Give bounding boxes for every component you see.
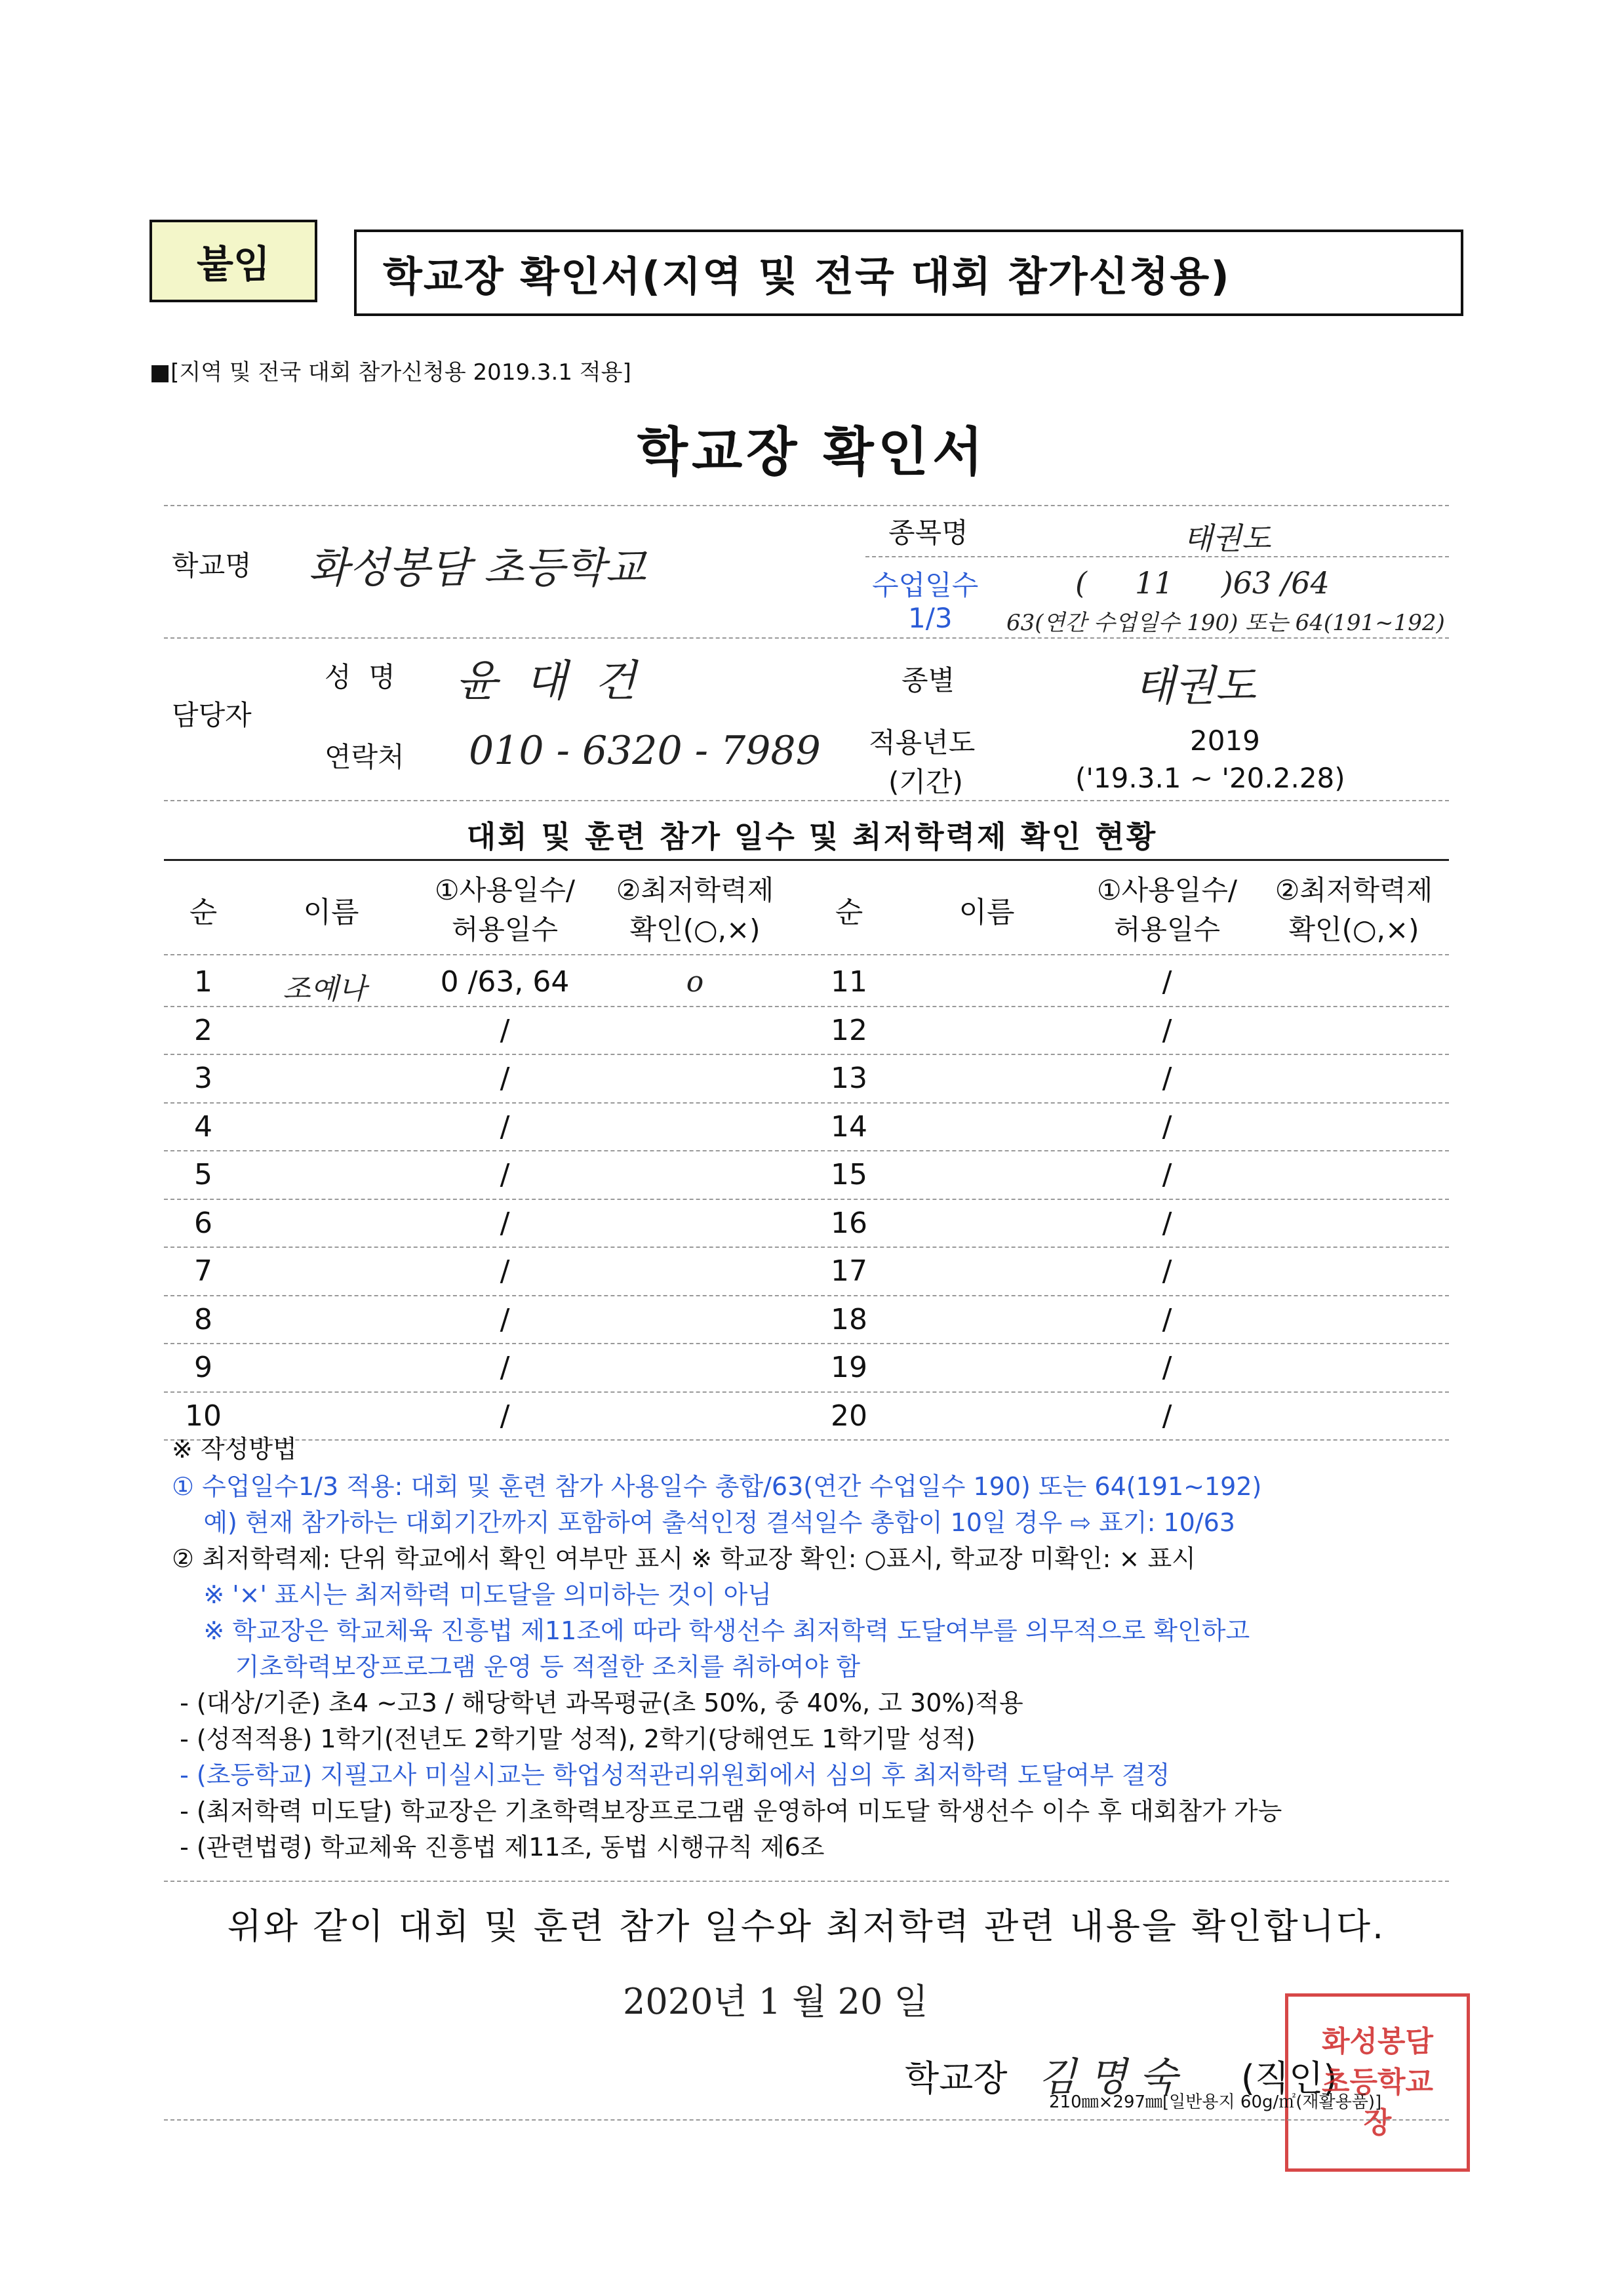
declaration: 위와 같이 대회 및 훈련 참가 일수와 최저학력 관련 내용을 확인합니다. bbox=[227, 1906, 1386, 1947]
row-divider bbox=[164, 1295, 1449, 1296]
stamp-text: 화성봉담초등학교장 bbox=[1321, 2025, 1433, 2140]
phone-value: 010 - 6320 - 7989 bbox=[469, 728, 821, 774]
divider bbox=[164, 505, 1449, 506]
attachment-badge: 붙임 bbox=[149, 220, 317, 302]
row-divider bbox=[164, 1006, 1449, 1007]
type-label: 종별 bbox=[901, 664, 955, 696]
cell-no: 20 bbox=[831, 1399, 867, 1433]
cell-no: 2 bbox=[194, 1013, 212, 1047]
cell-no: 16 bbox=[831, 1206, 867, 1240]
year-label: 적용년도 bbox=[869, 727, 976, 759]
seal-label: (직인) bbox=[1240, 2058, 1337, 2099]
row-divider bbox=[164, 1343, 1449, 1344]
cell-no: 4 bbox=[194, 1109, 212, 1144]
cell-days: / bbox=[1162, 1399, 1172, 1433]
cell-days: / bbox=[1162, 1351, 1172, 1384]
official-seal-stamp bbox=[1285, 1993, 1470, 2172]
cell-no: 1 bbox=[194, 965, 212, 999]
document-title: 학교장 확인서 bbox=[637, 422, 987, 483]
instruction-line: ② 최저학력제: 단위 학교에서 확인 여부만 표시 ※ 학교장 확인: ○표시, 학교장 미확인: × 표시 bbox=[172, 1544, 1196, 1573]
cell-no: 15 bbox=[831, 1158, 867, 1191]
event-value: 태권도 bbox=[1183, 521, 1271, 556]
instruction-line: ① 수업일수1/3 적용: 대회 및 훈련 참가 사용일수 총합/63(연간 수업일수 190) 또는 64(191~192) bbox=[172, 1472, 1262, 1501]
instruction-line: - (최저학력 미도달) 학교장은 기초학력보장프로그램 운영하여 미도달 학생선수 이수 후 대회참가 가능 bbox=[172, 1797, 1282, 1826]
year-value: 2019 bbox=[1190, 725, 1260, 757]
row-divider bbox=[164, 1199, 1449, 1200]
cell-days: / bbox=[500, 1109, 510, 1144]
cell-no: 17 bbox=[831, 1254, 867, 1288]
cell-days: / bbox=[1162, 965, 1172, 999]
instructions-heading: ※ 작성방법 bbox=[172, 1435, 297, 1464]
cell-days: / bbox=[1162, 1158, 1172, 1191]
period-label: (기간) bbox=[888, 766, 963, 798]
divider bbox=[164, 1881, 1449, 1882]
form-title-box bbox=[354, 230, 1463, 316]
cell-days: / bbox=[500, 1062, 510, 1095]
cell-no: 5 bbox=[194, 1158, 212, 1191]
cell-no: 6 bbox=[194, 1206, 212, 1240]
phone-label: 연락처 bbox=[325, 741, 405, 773]
row-divider bbox=[164, 1150, 1449, 1151]
cell-days: / bbox=[500, 1206, 510, 1240]
divider bbox=[164, 954, 1449, 955]
cell-days: / bbox=[1162, 1062, 1172, 1095]
name-value: 윤 대 건 bbox=[456, 656, 637, 706]
row-divider bbox=[164, 1054, 1449, 1055]
event-label: 종목명 bbox=[888, 517, 968, 549]
cell-no: 14 bbox=[831, 1109, 867, 1144]
form-title: 학교장 확인서(지역 및 전국 대회 참가신청용) bbox=[383, 252, 1231, 300]
cell-days: / bbox=[500, 1254, 510, 1288]
header-check-1: ②최저학력제 bbox=[616, 874, 774, 906]
days-fraction: 1/3 bbox=[908, 602, 953, 634]
header-days-1: ①사용일수/ bbox=[434, 874, 576, 906]
cell-no: 8 bbox=[194, 1302, 212, 1336]
header-name: 이름 bbox=[959, 896, 1015, 929]
cell-no: 3 bbox=[194, 1062, 212, 1095]
cell-days: / bbox=[1162, 1302, 1172, 1336]
days-label: 수업일수 bbox=[872, 569, 979, 601]
cell-name: 조예나 bbox=[283, 972, 366, 1006]
instruction-line: - (관련법령) 학교체육 진흥법 제11조, 동법 시행규칙 제6조 bbox=[172, 1833, 825, 1862]
cell-days: / bbox=[1162, 1254, 1172, 1288]
form-note: ■[지역 및 전국 대회 참가신청용 2019.3.1 적용] bbox=[149, 359, 631, 386]
cell-no: 10 bbox=[185, 1399, 222, 1433]
cell-check: o bbox=[686, 965, 704, 999]
divider bbox=[164, 2119, 1449, 2121]
instruction-line: - (성적적용) 1학기(전년도 2학기말 성적), 2학기(당해연도 1학기말 성적) bbox=[172, 1725, 976, 1753]
cell-no: 9 bbox=[194, 1351, 212, 1384]
row-divider bbox=[164, 1102, 1449, 1104]
cell-days: / bbox=[1162, 1013, 1172, 1047]
header-check-2: 확인(○,×) bbox=[629, 913, 761, 946]
date: 2020년 1 월 20 일 bbox=[623, 1981, 928, 2022]
contact-label: 담당자 bbox=[172, 699, 252, 731]
school-label: 학교명 bbox=[172, 549, 252, 582]
divider bbox=[164, 637, 1449, 639]
cell-no: 11 bbox=[831, 965, 867, 999]
cell-no: 19 bbox=[831, 1351, 867, 1384]
school-value: 화성봉담 초등학교 bbox=[308, 544, 646, 593]
row-divider bbox=[164, 1391, 1449, 1393]
paper-spec-footer: 210㎜×297㎜[일반용지 60g/㎡(재활용품)] bbox=[1049, 2092, 1382, 2112]
header-days-1: ①사용일수/ bbox=[1096, 874, 1238, 906]
cell-days: / bbox=[500, 1302, 510, 1336]
name-label: 성 명 bbox=[325, 661, 395, 693]
type-value: 태권도 bbox=[1134, 662, 1256, 711]
cell-days: / bbox=[1162, 1109, 1172, 1144]
period-value: ('19.3.1 ~ '20.2.28) bbox=[1075, 762, 1345, 794]
instruction-line: ※ '×' 표시는 최저학력 미도달을 의미하는 것이 아님 bbox=[172, 1580, 772, 1609]
table-top-rule bbox=[164, 859, 1449, 861]
days-note: 63(연간 수업일수 190) 또는 64(191~192) bbox=[1006, 610, 1445, 636]
cell-days: 0 /63, 64 bbox=[440, 965, 570, 999]
cell-days: / bbox=[500, 1013, 510, 1047]
header-days-2: 허용일수 bbox=[451, 913, 559, 946]
cell-days: / bbox=[1162, 1206, 1172, 1240]
header-days-2: 허용일수 bbox=[1113, 913, 1221, 946]
header-name: 이름 bbox=[303, 896, 359, 929]
section-title: 대회 및 훈련 참가 일수 및 최저학력제 확인 현황 bbox=[466, 819, 1158, 854]
header-no: 순 bbox=[835, 896, 863, 929]
instruction-line: 기초학력보장프로그램 운영 등 적절한 조치를 취하여야 함 bbox=[172, 1652, 861, 1681]
cell-no: 13 bbox=[831, 1062, 867, 1095]
instruction-line: 예) 현재 참가하는 대회기간까지 포함하여 출석인정 결석일수 총합이 10일 경우 ⇨ 표기: 10/63 bbox=[172, 1508, 1235, 1537]
cell-no: 7 bbox=[194, 1254, 212, 1288]
header-no: 순 bbox=[189, 896, 218, 929]
cell-no: 12 bbox=[831, 1013, 867, 1047]
header-check-1: ②최저학력제 bbox=[1275, 874, 1433, 906]
divider bbox=[164, 800, 1449, 801]
days-value: ( 11 )63 /64 bbox=[1075, 565, 1330, 601]
cell-days: / bbox=[500, 1351, 510, 1384]
signature-name: 김 명 숙 bbox=[1038, 2054, 1178, 2100]
signature-title: 학교장 bbox=[905, 2058, 1008, 2099]
header-check-2: 확인(○,×) bbox=[1288, 913, 1419, 946]
divider bbox=[865, 556, 1449, 557]
instruction-line: - (초등학교) 지필고사 미실시교는 학업성적관리위원회에서 심의 후 최저학력 도달여부 결정 bbox=[172, 1761, 1170, 1789]
instruction-line: - (대상/기준) 초4 ~고3 / 해당학년 과목평균(초 50%, 중 40%, 고 30%)적용 bbox=[172, 1688, 1023, 1717]
cell-no: 18 bbox=[831, 1302, 867, 1336]
instruction-line: ※ 학교장은 학교체육 진흥법 제11조에 따라 학생선수 최저학력 도달여부를 의무적으로 확인하고 bbox=[172, 1616, 1250, 1645]
row-divider bbox=[164, 1247, 1449, 1248]
row-divider bbox=[164, 1439, 1449, 1441]
cell-days: / bbox=[500, 1158, 510, 1191]
cell-days: / bbox=[500, 1399, 510, 1433]
